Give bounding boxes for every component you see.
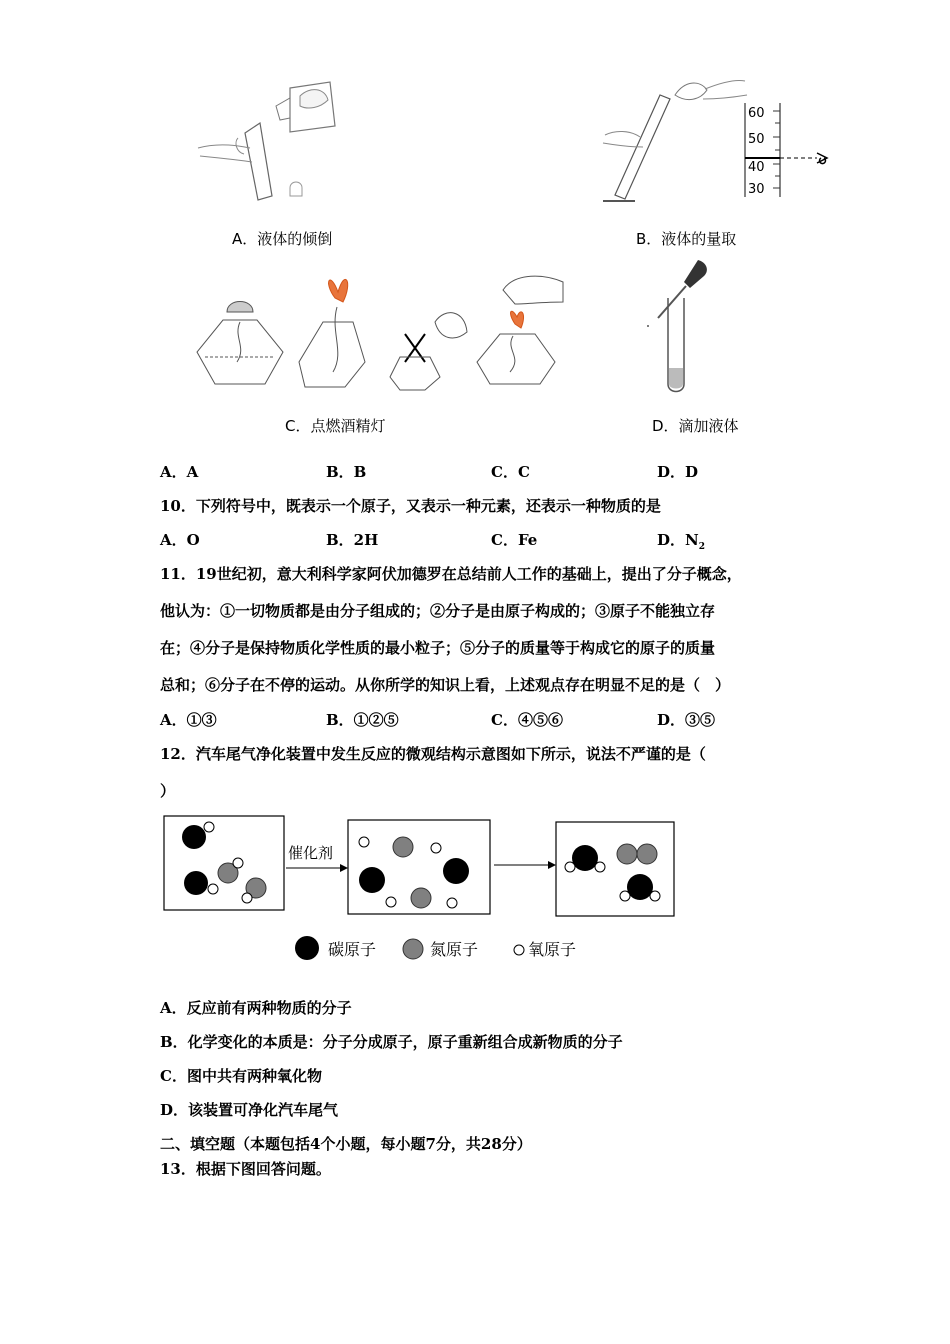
lamp-3 <box>390 313 467 390</box>
q11-option-d[interactable]: D．③⑤ <box>657 711 716 729</box>
q10-option-c[interactable]: C．Fe <box>491 531 538 549</box>
figure-a-pouring-liquid <box>190 78 350 208</box>
cylinder-tick-50: 50 <box>748 132 765 147</box>
q11-line-4: 总和；⑥分子在不停的运动。从你所学的知识上看，上述观点存在明显不足的是（ ） <box>160 676 731 694</box>
q9-option-a[interactable]: A．A <box>160 463 199 481</box>
catalyst-label: 催化剂 <box>288 844 334 862</box>
q11-line-1: 11．19世纪初，意大利科学家阿伏加德罗在总结前人工作的基础上，提出了分子概念， <box>160 565 742 583</box>
figure-d-caption: D．滴加液体 <box>652 417 739 435</box>
figure-d-dropping-liquid <box>640 258 720 398</box>
q12-option-c[interactable]: C．图中共有两种氧化物 <box>160 1067 322 1085</box>
lamp-1 <box>197 302 283 385</box>
q12-line-2: ） <box>160 782 176 800</box>
legend-oxygen-icon <box>514 945 524 955</box>
q9-option-b[interactable]: B．B <box>326 463 367 481</box>
legend-nitrogen-label: 氮原子 <box>430 940 479 959</box>
legend-oxygen-label: 氧原子 <box>528 940 577 959</box>
q11-line-3: 在；④分子是保持物质化学性质的最小粒子；⑤分子的质量等于构成它的原子的质量 <box>160 639 716 657</box>
q9-option-d[interactable]: D．D <box>657 463 699 481</box>
reactants-box <box>164 816 284 910</box>
q10-option-d[interactable] <box>657 529 705 552</box>
legend-nitrogen-icon <box>403 939 423 959</box>
q11-option-b[interactable]: B．①②⑤ <box>326 711 399 729</box>
q11-option-a[interactable]: A．①③ <box>160 711 217 729</box>
q10-option-a[interactable]: A．O <box>160 531 200 549</box>
lamp-2 <box>299 279 365 387</box>
q10-option-b[interactable]: B．2H <box>326 531 379 549</box>
q9-option-c[interactable]: C．C <box>491 463 530 481</box>
legend-carbon-label: 碳原子 <box>328 940 377 959</box>
figure-b-measuring-liquid <box>595 75 845 210</box>
q12-option-a[interactable]: A．反应前有两种物质的分子 <box>160 999 352 1017</box>
figure-b-caption: B．液体的量取 <box>636 230 737 248</box>
figure-c-lighting-alcohol-lamp <box>195 262 575 397</box>
q10-stem: 10．下列符号中，既表示一个原子，又表示一种元素，还表示一种物质的是 <box>160 497 661 515</box>
q10-option-d-text: D．N <box>657 531 699 549</box>
q12-line-1: 12．汽车尾气净化装置中发生反应的微观结构示意图如下所示，说法不严谨的是（ <box>160 745 706 763</box>
reaction-diagram <box>160 810 680 975</box>
q10-option-d-subscript: 2 <box>698 542 705 552</box>
section-2-heading: 二、填空题（本题包括4个小题，每小题7分，共28分） <box>160 1135 532 1153</box>
figure-c-caption: C．点燃酒精灯 <box>285 417 386 435</box>
cylinder-tick-40: 40 <box>748 160 765 175</box>
figure-a-caption: A．液体的倾倒 <box>232 230 333 248</box>
lamp-4 <box>477 276 563 384</box>
q11-line-2: 他认为：①一切物质都是由分子组成的；②分子是由原子构成的；③原子不能独立存 <box>160 602 716 620</box>
cylinder-tick-60: 60 <box>748 106 765 121</box>
cylinder-tick-30: 30 <box>748 182 765 197</box>
q11-option-c[interactable]: C．④⑤⑥ <box>491 711 563 729</box>
q13-stem: 13．根据下图回答问题。 <box>160 1160 331 1178</box>
legend-carbon-icon <box>295 936 319 960</box>
q12-option-b[interactable]: B．化学变化的本质是：分子分成原子，原子重新组合成新物质的分子 <box>160 1033 623 1051</box>
q12-option-d[interactable]: D．该装置可净化汽车尾气 <box>160 1101 339 1119</box>
